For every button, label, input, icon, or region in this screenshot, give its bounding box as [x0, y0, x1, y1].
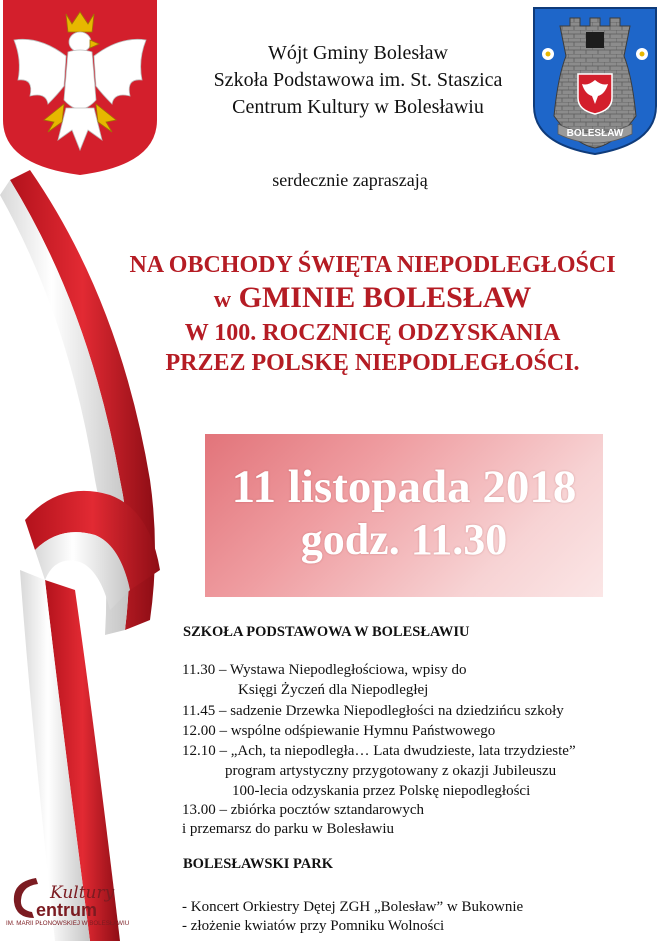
- organizers-block: [168, 40, 548, 121]
- program-line: 12.00 – wspólne odśpiewanie Hymnu Państwowego: [182, 723, 496, 739]
- polish-eagle-emblem: [0, 0, 160, 175]
- organizer-line: Wójt Gminy Bolesław: [268, 42, 448, 64]
- program-line: 100-lecia odzyskania przez Polskę niepodległości: [232, 783, 531, 799]
- program-line: 13.00 – zbiórka pocztów sztandarowych: [182, 802, 425, 818]
- logo-kultury-text: Kultury: [50, 883, 115, 903]
- crest-banner-label: BOLESŁAW: [566, 128, 624, 139]
- program-line: 11.45 – sadzenie Drzewka Niepodległości na dziedzińcu szkoły: [182, 703, 564, 719]
- headline-line-1: NA OBCHODY ŚWIĘTA NIEPODLEGŁOŚCI: [129, 252, 616, 278]
- gmina-boleslaw-crest: [532, 6, 658, 156]
- headline-line-2: [100, 280, 645, 318]
- section-park-title: BOLESŁAWSKI PARK: [183, 856, 334, 872]
- centrum-kultury-logo: [6, 872, 136, 938]
- program-line: program artystyczny przygotowany z okazji Jubileuszu: [225, 763, 557, 779]
- logo-centrum-text: entrum: [36, 900, 98, 920]
- program-line: - Koncert Orkiestry Dętej ZGH „Bolesław” w Bukownie: [182, 899, 524, 915]
- headline: [100, 250, 645, 378]
- program-line: i przemarsz do parku w Bolesławiu: [182, 821, 395, 837]
- headline-line-4: PRZEZ POLSKĘ NIEPODLEGŁOŚCI.: [165, 350, 580, 376]
- event-time: godz. 11.30: [300, 515, 508, 564]
- logo-subtitle: IM. MARII PŁONOWSKIEJ W BOLESŁAWIU: [6, 920, 130, 927]
- event-date-box: [205, 434, 603, 597]
- organizer-line: Centrum Kultury w Bolesławiu: [232, 96, 484, 118]
- program-line: Księgi Życzeń dla Niepodległej: [238, 682, 429, 698]
- organizer-line: Szkoła Podstawowa im. St. Staszica: [213, 69, 503, 91]
- invite-text: serdecznie zapraszają: [272, 170, 428, 190]
- program-line: - złożenie kwiatów przy Pomniku Wolności: [182, 918, 445, 934]
- headline-gmina: GMINIE BOLESŁAW: [238, 281, 532, 314]
- headline-prefix: w: [213, 287, 232, 313]
- program-line: 11.30 – Wystawa Niepodległościowa, wpisy do: [182, 662, 467, 678]
- program-line: 12.10 – „Ach, ta niepodległa… Lata dwudzieste, lata trzydzieste”: [182, 743, 576, 759]
- headline-line-3: W 100. ROCZNICĘ ODZYSKANIA: [184, 320, 561, 346]
- event-date: 11 listopada 2018: [231, 461, 577, 513]
- section-school-title: SZKOŁA PODSTAWOWA W BOLESŁAWIU: [183, 624, 470, 640]
